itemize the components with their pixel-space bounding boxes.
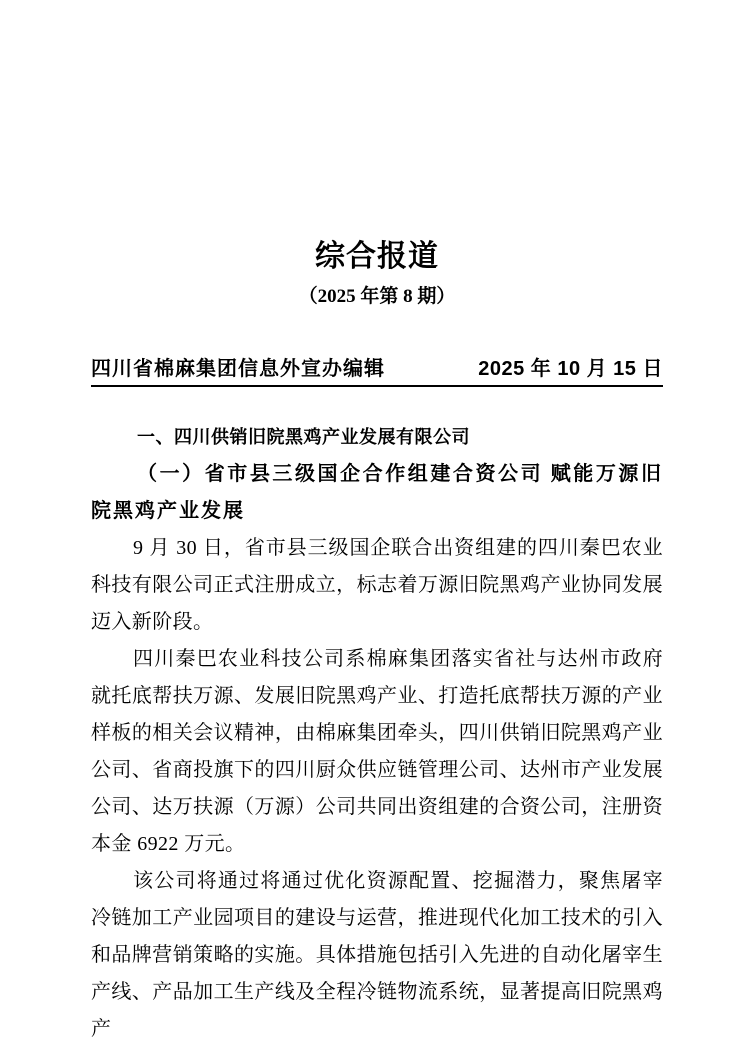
document-body	[91, 419, 663, 1048]
issue-date: 2025 年 10 月 15 日	[478, 358, 663, 380]
body-paragraph: 四川秦巴农业科技公司系棉麻集团落实省社与达州市政府就托底帮扶万源、发展旧院黑鸡产业、打造托底帮扶万源的产业样板的相关会议精神，由棉麻集团牵头，四川供销旧院黑鸡产业公司、省商投旗下的四川厨众供应链管理公司、达州市产业发展公司、达万扶源（万源）公司共同出资组建的合资公司，注册资本金 6922 万元。	[91, 648, 663, 855]
body-paragraph: 9 月 30 日，省市县三级国企联合出资组建的四川秦巴农业科技有限公司正式注册成立，标志着万源旧院黑鸡产业协同发展迈入新阶段。	[91, 537, 663, 633]
section-heading: 一、四川供销旧院黑鸡产业发展有限公司	[137, 427, 470, 447]
editor-credit: 四川省棉麻集团信息外宣办编辑	[91, 358, 385, 380]
body-paragraph: 该公司将通过将通过优化资源配置、挖掘潜力，聚焦屠宰冷链加工产业园项目的建设与运营，推进现代化加工技术的引入和品牌营销策略的实施。具体措施包括引入先进的自动化屠宰生产线、产品加工生产线及全程冷链物流系统，显著提高旧院黑鸡产	[91, 870, 663, 1040]
subsection-heading: （一）省市县三级国企合作组建合资公司 赋能万源旧院黑鸡产业发展	[91, 463, 663, 522]
document-title: 综合报道	[315, 240, 439, 273]
issue-line: （2025 年第 8 期）	[298, 286, 456, 307]
masthead-rule-row	[91, 358, 663, 387]
